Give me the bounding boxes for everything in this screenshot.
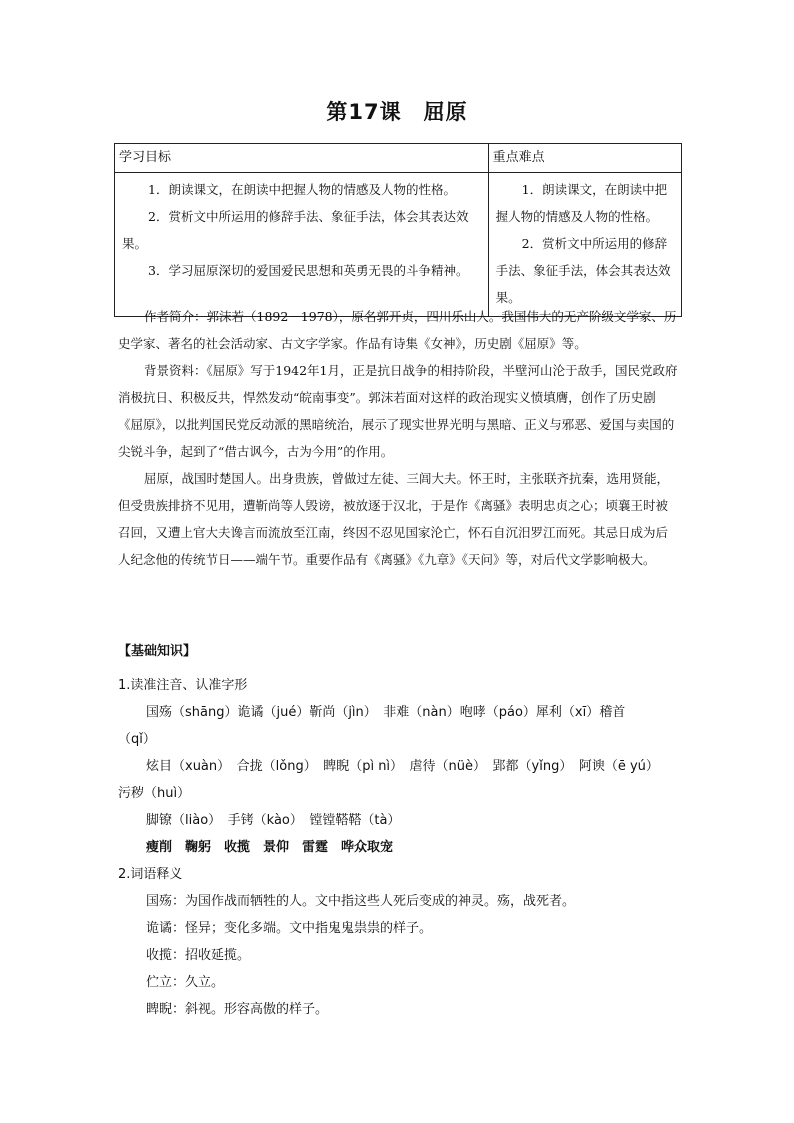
basic-knowledge-heading: 【基础知识】 [118,644,197,659]
background-info: 背景资料：《屈原》写于1942年1月，正是抗日战争的相持阶段，半壁河山沦于敌手，国民党政府消极抗日、积极反共，悍然发动“皖南事变”。郭沫若面对这样的政治现实义愤填膺，创作了历史剧《屈原》，以批判国民党反动派的黑暗统治，展示了现实世界光明与黑暗、正义与邪恶、爱国与卖国的尖锐斗争，起到了“借古讽今，古为今用”的作用。 [118,363,678,459]
goals-table [114,143,682,317]
pinyin-line: （qǐ） [118,732,156,747]
definition-item: 睥睨：斜视。形容高傲的样子。 [146,1002,329,1017]
goal-item: 1．朗读课文，在朗读中把握人物的情感及人物的性格。 [148,182,456,197]
definition-item: 收揽：招收延揽。 [146,948,251,963]
section-1-heading: 1.读准注音、认准字形 [118,678,248,693]
author-intro: 作者简介：郭沫若（1892－1978），原名郭开贞，四川乐山人。我国伟大的无产阶级文学家、历史学家、著名的社会活动家、古文字学家。作品有诗集《女神》，历史剧《屈原》等。 [118,309,677,351]
key-point-item: 2．赏析文中所运用的修辞手法、象征手法，体会其表达效果。 [495,236,671,305]
definition-item: 国殇：为国作战而牺牲的人。文中指这些人死后变成的神灵。殇，战死者。 [146,894,576,909]
goals-cell [115,173,489,317]
section-2-heading: 2.词语释义 [118,867,183,882]
goal-item: 2．赏析文中所运用的修辞手法、象征手法，体会其表达效果。 [122,209,469,251]
quyuan-bio: 屈原，战国时楚国人。出身贵族，曾做过左徒、三闾大夫。怀王时，主张联齐抗秦，选用贤能，但受贵族排挤不见用，遭靳尚等人毁谤，被放逐于汉北，于是作《离骚》表明忠贞之心；顷襄王时被召回，又遭上官大夫谗言而流放至江南，终因不忍见国家沦亡，怀石自沉汨罗江而死。其忌日成为后人纪念他的传统节日——端午节。重要作品有《离骚》《九章》《天问》等，对后代文学影响极大。 [118,471,670,567]
key-points-header: 重点难点 [488,144,681,173]
pinyin-line: 污秽（huì） [118,786,191,801]
intro-section [118,303,680,573]
pinyin-line: 炫目（xuàn） 合拢（lǒng） 睥睨（pì nì） 虐待（nüè） 郢都（yǐng） 阿谀（ē yú） [146,759,659,774]
pinyin-line: 国殇（shāng）诡谲（jué）靳尚（jìn） 非难（nàn）咆哮（páo）犀利（xī）稽首 [146,705,626,720]
word-list: 瘦削 鞠躬 收揽 景仰 雷霆 哗众取宠 [146,840,394,855]
definition-item: 伫立：久立。 [146,975,225,990]
goal-item: 3．学习屈原深切的爱国爱民思想和英勇无畏的斗争精神。 [148,263,469,278]
key-point-item: 1．朗读课文，在朗读中把握人物的情感及人物的性格。 [495,182,668,224]
key-points-cell [488,173,681,317]
definition-item: 诡谲：怪异；变化多端。文中指鬼鬼祟祟的样子。 [146,921,433,936]
pinyin-line: 脚镣（liào） 手铐（kào） 镗镗鞳鞳（tà） [146,813,401,828]
goals-header: 学习目标 [115,144,489,173]
page-title: 第17课 屈原 [326,100,468,124]
